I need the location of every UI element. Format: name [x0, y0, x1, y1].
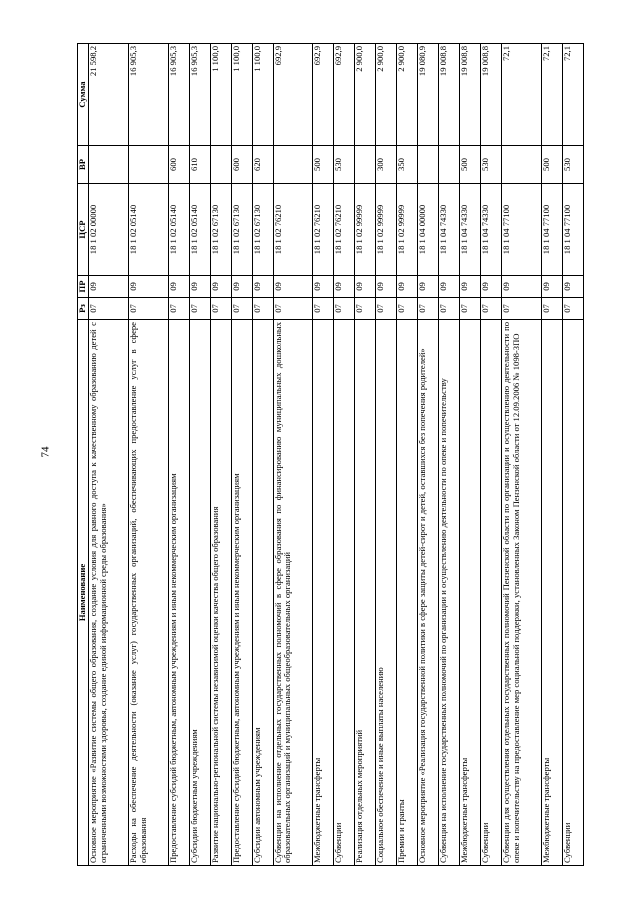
table-row	[562, 44, 583, 866]
cell-sum: 19 008,8	[460, 44, 481, 146]
cell-rz: 07	[334, 298, 355, 320]
cell-rz: 07	[189, 298, 210, 320]
budget-table	[77, 43, 584, 866]
page-number: 74	[39, 446, 52, 458]
cell-csr: 18 1 04 77100	[541, 184, 562, 276]
cell-vr: 350	[397, 146, 418, 184]
cell-csr: 18 1 02 67130	[210, 184, 231, 276]
cell-sum: 72,1	[562, 44, 583, 146]
cell-name: Субвенции	[562, 320, 583, 866]
cell-pr: 09	[128, 276, 168, 298]
cell-name: Субсидии автономным учреждениям	[252, 320, 273, 866]
header-sum: Сумма	[78, 44, 89, 146]
cell-rz: 07	[355, 298, 376, 320]
cell-pr: 09	[334, 276, 355, 298]
cell-sum: 72,1	[541, 44, 562, 146]
table-row	[313, 44, 334, 866]
cell-pr: 09	[562, 276, 583, 298]
cell-name: Основное мероприятие «Реализация государственной политики в сфере защиты детей-сирот и детей, оставшихся без попечения родителей»	[418, 320, 439, 866]
cell-vr: 620	[252, 146, 273, 184]
cell-name: Реализация отдельных мероприятий	[355, 320, 376, 866]
cell-name: Субсидии бюджетным учреждениям	[189, 320, 210, 866]
cell-name: Субвенции	[480, 320, 501, 866]
table-header-row	[78, 44, 89, 866]
cell-pr: 09	[168, 276, 189, 298]
cell-pr: 09	[541, 276, 562, 298]
cell-vr	[418, 146, 439, 184]
cell-name: Предоставление субсидий бюджетным, автономным учреждениям и иным некоммерческим организациям	[231, 320, 252, 866]
cell-csr: 18 1 02 76210	[313, 184, 334, 276]
rotated-table-container	[77, 44, 584, 866]
cell-vr	[88, 146, 128, 184]
table-row	[376, 44, 397, 866]
cell-csr: 18 1 02 76210	[273, 184, 313, 276]
cell-csr: 18 1 04 77100	[501, 184, 541, 276]
cell-csr: 18 1 02 67130	[252, 184, 273, 276]
cell-pr: 09	[313, 276, 334, 298]
cell-sum: 692,9	[334, 44, 355, 146]
cell-csr: 18 1 02 99999	[355, 184, 376, 276]
cell-sum: 16 905,3	[189, 44, 210, 146]
cell-sum: 72,1	[501, 44, 541, 146]
cell-name: Межбюджетные трансферты	[460, 320, 481, 866]
table-row	[231, 44, 252, 866]
table-row	[541, 44, 562, 866]
cell-rz: 07	[480, 298, 501, 320]
table-row	[480, 44, 501, 866]
cell-csr: 18 1 02 76210	[334, 184, 355, 276]
cell-vr: 530	[562, 146, 583, 184]
cell-name: Межбюджетные трансферты	[313, 320, 334, 866]
table-row	[397, 44, 418, 866]
table-row	[418, 44, 439, 866]
header-csr: ЦСР	[78, 184, 89, 276]
table-row	[334, 44, 355, 866]
table-row	[252, 44, 273, 866]
cell-name: Предоставление субсидий бюджетным, автономным учреждениям и иным некоммерческим организациям	[168, 320, 189, 866]
cell-vr	[128, 146, 168, 184]
cell-sum: 1 100,0	[210, 44, 231, 146]
cell-rz: 07	[562, 298, 583, 320]
cell-csr: 18 1 02 00000	[88, 184, 128, 276]
cell-sum: 19 080,9	[418, 44, 439, 146]
cell-rz: 07	[439, 298, 460, 320]
cell-vr: 600	[231, 146, 252, 184]
cell-csr: 18 1 02 05140	[168, 184, 189, 276]
cell-sum: 19 008,8	[439, 44, 460, 146]
cell-rz: 07	[460, 298, 481, 320]
table-row	[168, 44, 189, 866]
cell-pr: 09	[376, 276, 397, 298]
cell-vr: 300	[376, 146, 397, 184]
cell-name: Премии и гранты	[397, 320, 418, 866]
cell-vr: 500	[541, 146, 562, 184]
cell-csr: 18 1 04 00000	[418, 184, 439, 276]
cell-sum: 1 100,0	[231, 44, 252, 146]
cell-sum: 16 905,3	[128, 44, 168, 146]
cell-vr	[210, 146, 231, 184]
cell-rz: 07	[397, 298, 418, 320]
cell-rz: 07	[501, 298, 541, 320]
table-row	[355, 44, 376, 866]
cell-sum: 19 008,8	[480, 44, 501, 146]
header-name: Наименование	[78, 320, 89, 866]
cell-pr: 09	[480, 276, 501, 298]
table-row	[88, 44, 128, 866]
cell-vr: 530	[480, 146, 501, 184]
cell-vr: 530	[334, 146, 355, 184]
table-row	[460, 44, 481, 866]
cell-rz: 07	[541, 298, 562, 320]
cell-rz: 07	[252, 298, 273, 320]
header-vr: ВР	[78, 146, 89, 184]
cell-name: Субвенции	[334, 320, 355, 866]
cell-csr: 18 1 02 99999	[397, 184, 418, 276]
header-rz: Рз	[78, 298, 89, 320]
cell-vr: 600	[168, 146, 189, 184]
cell-name: Расходы на обеспечение деятельности (оказание услуг) государственных организаций, обеспечивающих предоставление услуг в сфере образования	[128, 320, 168, 866]
header-pr: ПР	[78, 276, 89, 298]
cell-name: Субвенции на исполнение отдельных государственных полномочий в сфере образования по финансированию муниципальных дошкольных образовательных организаций и муниципальных общеобразовательных организаций	[273, 320, 313, 866]
cell-rz: 07	[273, 298, 313, 320]
cell-pr: 09	[397, 276, 418, 298]
cell-csr: 18 1 02 99999	[376, 184, 397, 276]
cell-name: Субвенции для осуществления отдельных государственных полномочий Пензенской области по организации и осуществлению деятельности по опеке и попечительству на предоставление мер социальной поддержки, установленных Законом Пензенской области от 12.09.2006 № 1098-ЗПО	[501, 320, 541, 866]
cell-sum: 21 598,2	[88, 44, 128, 146]
cell-pr: 09	[210, 276, 231, 298]
cell-rz: 07	[313, 298, 334, 320]
cell-pr: 09	[439, 276, 460, 298]
cell-pr: 09	[418, 276, 439, 298]
cell-vr	[273, 146, 313, 184]
cell-csr: 18 1 02 67130	[231, 184, 252, 276]
cell-rz: 07	[231, 298, 252, 320]
cell-csr: 18 1 02 05140	[128, 184, 168, 276]
cell-rz: 07	[376, 298, 397, 320]
cell-pr: 09	[252, 276, 273, 298]
table-row	[273, 44, 313, 866]
cell-pr: 09	[273, 276, 313, 298]
cell-sum: 1 100,0	[252, 44, 273, 146]
cell-sum: 692,9	[313, 44, 334, 146]
cell-sum: 16 905,3	[168, 44, 189, 146]
cell-vr: 500	[313, 146, 334, 184]
cell-vr	[439, 146, 460, 184]
cell-name: Межбюджетные трансферты	[541, 320, 562, 866]
cell-rz: 07	[88, 298, 128, 320]
cell-name: Развитие национально-региональной системы независимой оценки качества общего образования	[210, 320, 231, 866]
cell-vr	[355, 146, 376, 184]
cell-name: Субвенция на исполнение государственных полномочий по организации и осуществлению деятельности по опеке и попечительству	[439, 320, 460, 866]
cell-csr: 18 1 04 74330	[439, 184, 460, 276]
cell-csr: 18 1 04 77100	[562, 184, 583, 276]
cell-pr: 09	[189, 276, 210, 298]
table-row	[189, 44, 210, 866]
cell-rz: 07	[418, 298, 439, 320]
cell-vr: 610	[189, 146, 210, 184]
cell-csr: 18 1 04 74330	[460, 184, 481, 276]
cell-vr: 500	[460, 146, 481, 184]
cell-name: Основное мероприятие «Развитие системы общего образования, создание условия для равного доступа к качественному образованию детей с ограниченными возможностями здоровья, создание единой информационной среды образования»	[88, 320, 128, 866]
table-row	[439, 44, 460, 866]
cell-rz: 07	[128, 298, 168, 320]
cell-sum: 2 900,0	[355, 44, 376, 146]
cell-csr: 18 1 04 74330	[480, 184, 501, 276]
cell-sum: 692,9	[273, 44, 313, 146]
cell-pr: 09	[501, 276, 541, 298]
table-row	[501, 44, 541, 866]
cell-sum: 2 900,0	[397, 44, 418, 146]
cell-pr: 09	[460, 276, 481, 298]
cell-sum: 2 900,0	[376, 44, 397, 146]
cell-rz: 07	[210, 298, 231, 320]
cell-rz: 07	[168, 298, 189, 320]
cell-vr	[501, 146, 541, 184]
table-row	[128, 44, 168, 866]
cell-pr: 09	[88, 276, 128, 298]
cell-pr: 09	[231, 276, 252, 298]
table-row	[210, 44, 231, 866]
cell-name: Социальное обеспечение и иные выплаты населению	[376, 320, 397, 866]
cell-pr: 09	[355, 276, 376, 298]
cell-csr: 18 1 02 05140	[189, 184, 210, 276]
